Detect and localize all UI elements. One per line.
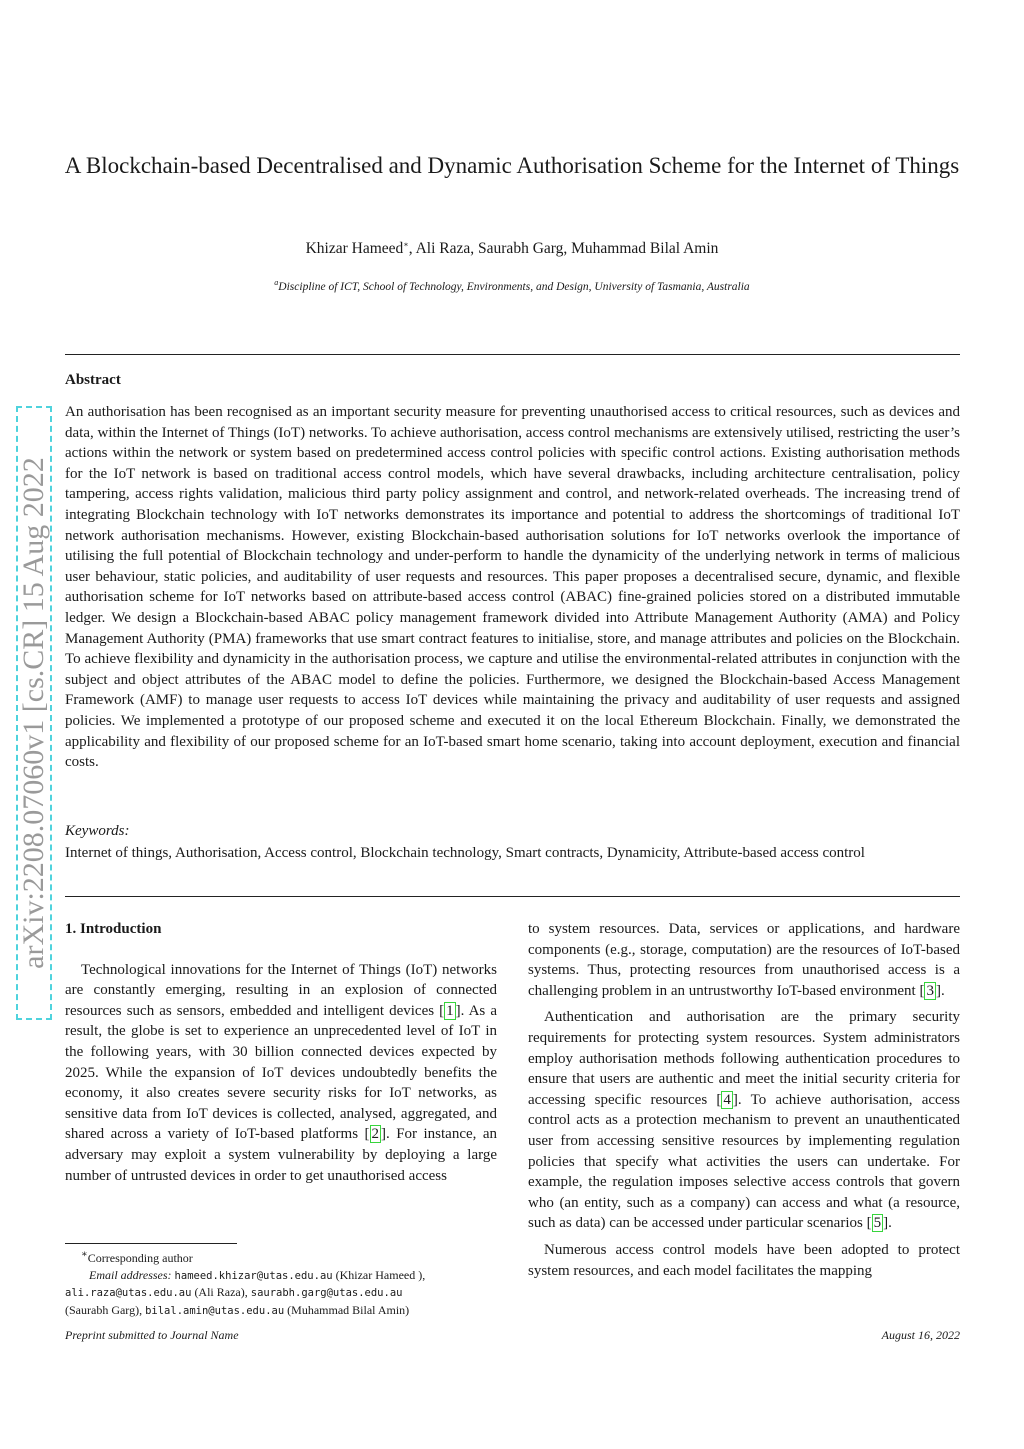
- email-link[interactable]: hameed.khizar@utas.edu.au: [174, 1269, 333, 1282]
- keywords-text: Internet of things, Authorisation, Access control, Blockchain technology, Smart contracts, Dynamicity, Attribute-based access control: [65, 845, 865, 861]
- abstract-bottom-divider: [65, 896, 960, 897]
- abstract-text: An authorisation has been recognised as an important security measure for preventing unauthorised access to critical resources, such as devices and data, within the Internet of Things (IoT) networks. To achieve authorisation, access control mechanisms are extensively utilised, restricting the user’s actions within the network or system based on predetermined access control policies with specific control actions. Existing authorisation methods for the IoT network is based on traditional access control models, which have several drawbacks, including architecture centralisation, policy tampering, access rights validation, malicious third party policy assignment and control, and network-related overheads. The increasing trend of integrating Blockchain technology with IoT networks demonstrates its importance and potential to address the shortcomings of traditional IoT network authorisation mechanisms. However, existing Blockchain-based authorisation solutions for IoT networks overlook the importance of utilising the full potential of Blockchain technology and under-perform to handle the dynamicity of the underlying network in terms of malicious user behaviour, static policies, and auditability of user requests and resources. This paper proposes a decentralised secure, dynamic, and flexible authorisation scheme for IoT networks based on attribute-based access control (ABAC) fine-grained policies stored on a distributed immutable ledger. We design a Blockchain-based ABAC policy management framework divided into Attribute Management Authority (AMA) and Policy Management Authority (PMA) frameworks that use smart contract features to initialise, store, and manage attributes and policies on the Blockchain. To achieve flexibility and dynamicity in the authorisation process, we capture and utilise the environmental-related attributes in conjunction with the subject and object attributes of the ABAC model to define the policies. Furthermore, we designed the Blockchain-based Access Management Framework (AMF) to manage user requests to access IoT devices while maintaining the privacy and auditability of user requests and assigned policies. We implemented a prototype of our proposed scheme and executed it on the local Ethereum Blockchain. Finally, we demonstrated the applicability and flexibility of our proposed scheme for an IoT-based smart home scenario, taking into account deployment, execution and financial costs.: [65, 404, 960, 771]
- email-addresses-line: Email addresses: hameed.khizar@utas.edu.au (Khizar Hameed ),: [89, 1267, 426, 1282]
- corresponding-author-note: ∗Corresponding author: [81, 1249, 193, 1265]
- author-name: Khizar Hameed: [305, 240, 404, 258]
- intro-paragraph-1: Technological innovations for the Internet of Things (IoT) networks are constantly emerging, resulting in an explosion of connected resources such as sensors, embedded and intelligent devices [ 1 ]. As a result, the globe is set to experience an unprecedented level of IoT in the following years, with 30 billion connected devices expected by 2025. While the expansion of IoT devices undoubtedly benefits the economy, it also creates severe security risks for IoT networks, as sensitive data from IoT devices is collected, analysed, aggregated, and shared across a variety of IoT-based platforms [ 2 ]. For instance, an adversary may exploit a system vulnerability by deploying a large number of untrusted devices in order to get unauthorised access: [65, 961, 498, 1184]
- affiliation: [0, 278, 1024, 293]
- right-column: [528, 919, 960, 1281]
- footnote: [65, 1247, 497, 1319]
- coauthor-names: , Ali Raza, Saurabh Garg, Muhammad Bilal Amin: [408, 240, 719, 258]
- left-column: [65, 919, 497, 1186]
- affiliation-mark: a: [274, 278, 279, 287]
- email-addresses-line: (Saurabh Garg), bilal.amin@utas.edu.au (Muhammad Bilal Amin): [65, 1302, 410, 1317]
- citation-link[interactable]: 4: [723, 1091, 731, 1108]
- corresponding-mark: ∗: [403, 240, 409, 249]
- paper-title: A Blockchain-based Decentralised and Dynamic Authorisation Scheme for the Internet of Things: [64, 153, 960, 178]
- section-heading-introduction: 1. Introduction: [65, 921, 162, 937]
- email-link[interactable]: saurabh.garg@utas.edu.au: [250, 1287, 403, 1300]
- intro-paragraph-1-continued: to system resources. Data, services or applications, and hardware components (e.g., storage, computation) are the resources of IoT-based systems. Thus, protecting resources from unauthorised access is a challenging problem in an untrustworthy IoT-based environment [ 3 ].: [528, 921, 960, 999]
- email-link[interactable]: ali.raza@utas.edu.au: [65, 1287, 192, 1300]
- author-list: [0, 240, 1024, 258]
- citation-link[interactable]: 5: [873, 1215, 882, 1232]
- arxiv-identifier-stamp[interactable]: arXiv:2208.07060v1 [cs.CR] 15 Aug 2022: [16, 406, 52, 1020]
- email-label: Email addresses:: [89, 1267, 172, 1282]
- email-addresses-line: ali.raza@utas.edu.au (Ali Raza), saurabh.garg@utas.edu.au: [65, 1285, 403, 1300]
- preprint-date: August 16, 2022: [881, 1328, 960, 1342]
- footnote-divider: [65, 1243, 237, 1244]
- intro-paragraph-2: Authentication and authorisation are the primary security requirements for protecting system resources. System administrators employ authorisation methods following authentication procedures to ensure that users are authentic and meet the initial security criteria for accessing specific resources [ 4 ]. To achieve authorisation, access control acts as a protection mechanism to prevent an unauthenticated user from accessing sensitive resources by implementing regulation policies that specify what activities the users can undertake. For example, the regulation imposes selective access controls that govern who (an entity, such as a company) can access and what (a resource, such as data) can be accessed under particular scenarios [ 5 ].: [528, 1009, 961, 1232]
- citation-link[interactable]: 1: [446, 1002, 454, 1019]
- keywords-heading: Keywords:: [65, 823, 130, 839]
- preprint-note: Preprint submitted to Journal Name: [65, 1328, 239, 1342]
- email-link[interactable]: bilal.amin@utas.edu.au: [145, 1304, 285, 1317]
- citation-link[interactable]: 3: [926, 982, 934, 999]
- intro-paragraph-3: Numerous access control models have been adopted to protect system resources, and each model facilitates the mapping: [528, 1241, 960, 1279]
- top-divider: [65, 354, 960, 355]
- affiliation-text: Discipline of ICT, School of Technology, Environments, and Design, University of Tasmania, Australia: [278, 280, 750, 293]
- abstract-heading: Abstract: [65, 372, 121, 388]
- citation-link[interactable]: 2: [371, 1126, 380, 1143]
